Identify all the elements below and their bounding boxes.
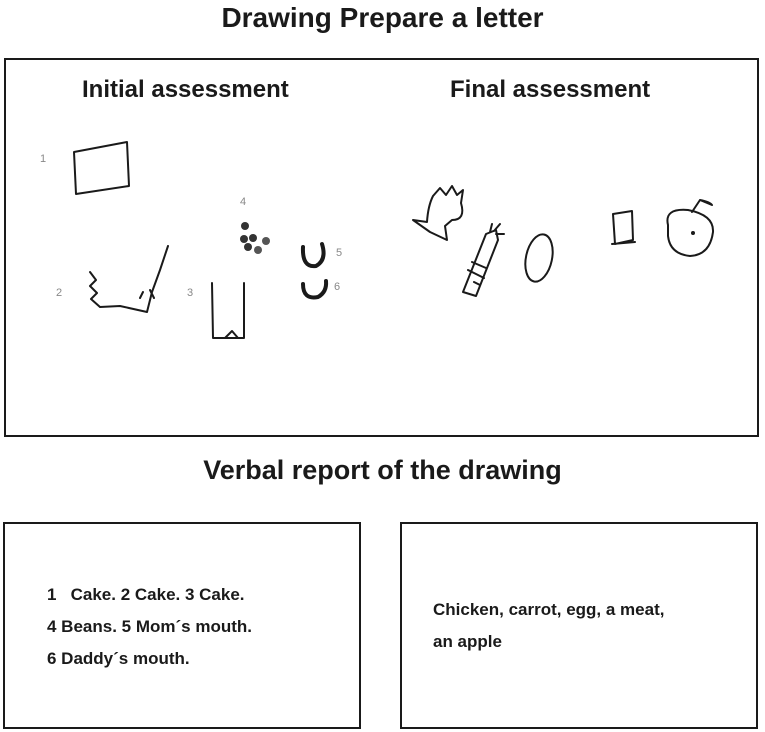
initial-report-text [47,579,252,675]
final-sketches [413,186,713,296]
initial-verbal-report-box [3,522,361,729]
initial-sketches [40,142,342,338]
cake-drawing-1 [74,142,129,194]
final-report-text [433,594,664,658]
sketch-label-1: 1 [40,153,47,165]
initial-report-line-1: 1 Cake. 2 Cake. 3 Cake. [47,585,245,604]
sketch-label-2: 2 [56,287,63,299]
initial-report-line-3: 6 Daddy´s mouth. [47,649,190,668]
apple-dot [691,231,695,235]
egg-drawing [521,232,556,284]
final-assessment-heading: Final assessment [450,76,651,103]
moms-mouth-drawing [303,244,324,266]
page-title: Drawing Prepare a letter [221,2,544,33]
initial-assessment-heading: Initial assessment [82,76,289,103]
sketch-label-4: 4 [240,196,247,208]
carrot-drawing [463,224,504,296]
apple-drawing [667,200,713,256]
cake-drawing-3 [212,283,244,338]
meat-drawing [612,211,635,244]
sketch-label-6: 6 [334,281,341,293]
verbal-report-heading: Verbal report of the drawing [203,455,562,485]
sketch-label-3: 3 [187,287,194,299]
chicken-drawing [413,186,463,240]
final-verbal-report-box [400,522,758,729]
initial-report-line-2: 4 Beans. 5 Mom´s mouth. [47,617,252,636]
final-report-line-1: Chicken, carrot, egg, a meat, [433,600,665,619]
beans-drawing [240,222,270,254]
final-report-line-2: an apple [433,632,502,651]
sketch-label-5: 5 [336,247,343,259]
daddys-mouth-drawing [303,281,326,297]
cake-drawing-2 [90,246,168,312]
